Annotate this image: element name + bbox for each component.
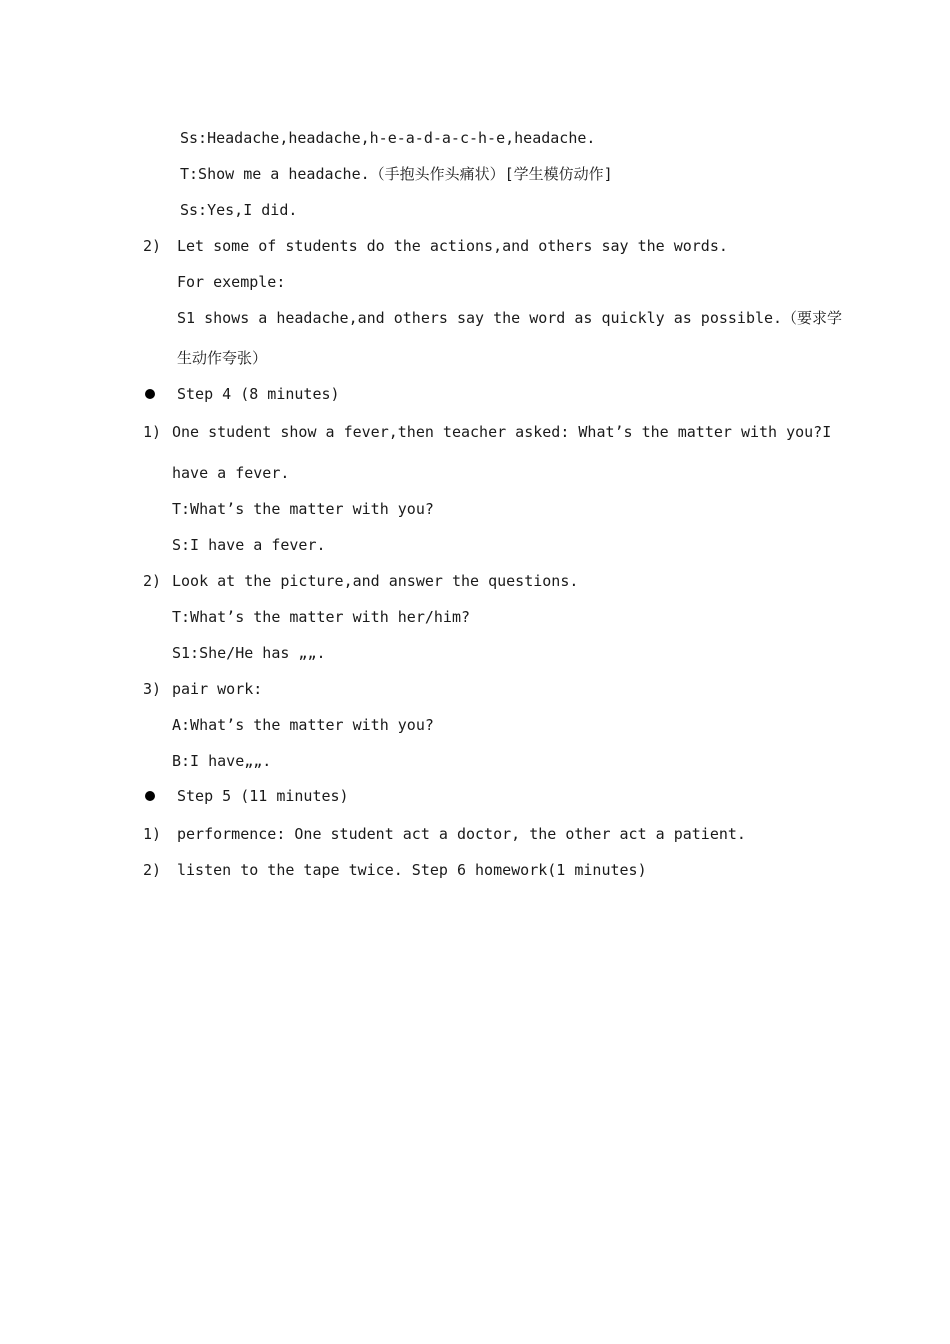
- text-line: have a fever.: [172, 464, 290, 482]
- list-item-text: performence: One student act a doctor, the other act a patient.: [177, 825, 746, 843]
- bullet-icon: [145, 389, 155, 399]
- list-item-text: pair work:: [172, 680, 263, 698]
- list-number: 2): [143, 237, 162, 255]
- list-number: 1): [143, 825, 162, 843]
- step-heading: Step 5 (11 minutes): [177, 787, 349, 805]
- dialogue-line: T:Show me a headache.（手抱头作头痛状）[学生模仿动作]: [180, 165, 613, 183]
- list-item-text: Look at the picture,and answer the questions.: [172, 572, 579, 590]
- list-item-text: Let some of students do the actions,and others say the words.: [177, 237, 728, 255]
- dialogue-line: T:What’s the matter with you?: [172, 500, 434, 518]
- list-item-text: One student show a fever,then teacher asked: What’s the matter with you?I: [172, 423, 832, 441]
- dialogue-line: Ss:Headache,headache,h-e-a-d-a-c-h-e,headache.: [180, 129, 596, 147]
- list-number: 2): [143, 861, 162, 879]
- text-line: For exemple:: [177, 273, 286, 291]
- list-number: 1): [143, 423, 162, 441]
- text-line: 生动作夸张）: [177, 349, 268, 367]
- dialogue-line: S:I have a fever.: [172, 536, 326, 554]
- list-number: 2): [143, 572, 162, 590]
- bullet-icon: [145, 791, 155, 801]
- dialogue-line: T:What’s the matter with her/him?: [172, 608, 471, 626]
- dialogue-line: B:I have„„.: [172, 752, 272, 770]
- list-number: 3): [143, 680, 162, 698]
- dialogue-line: Ss:Yes,I did.: [180, 201, 298, 219]
- text-line: S1 shows a headache,and others say the word as quickly as possible.（要求学: [177, 309, 843, 327]
- dialogue-line: A:What’s the matter with you?: [172, 716, 434, 734]
- step-heading: Step 4 (8 minutes): [177, 385, 340, 403]
- list-item-text: listen to the tape twice. Step 6 homework(1 minutes): [177, 861, 647, 879]
- dialogue-line: S1:She/He has „„.: [172, 644, 326, 662]
